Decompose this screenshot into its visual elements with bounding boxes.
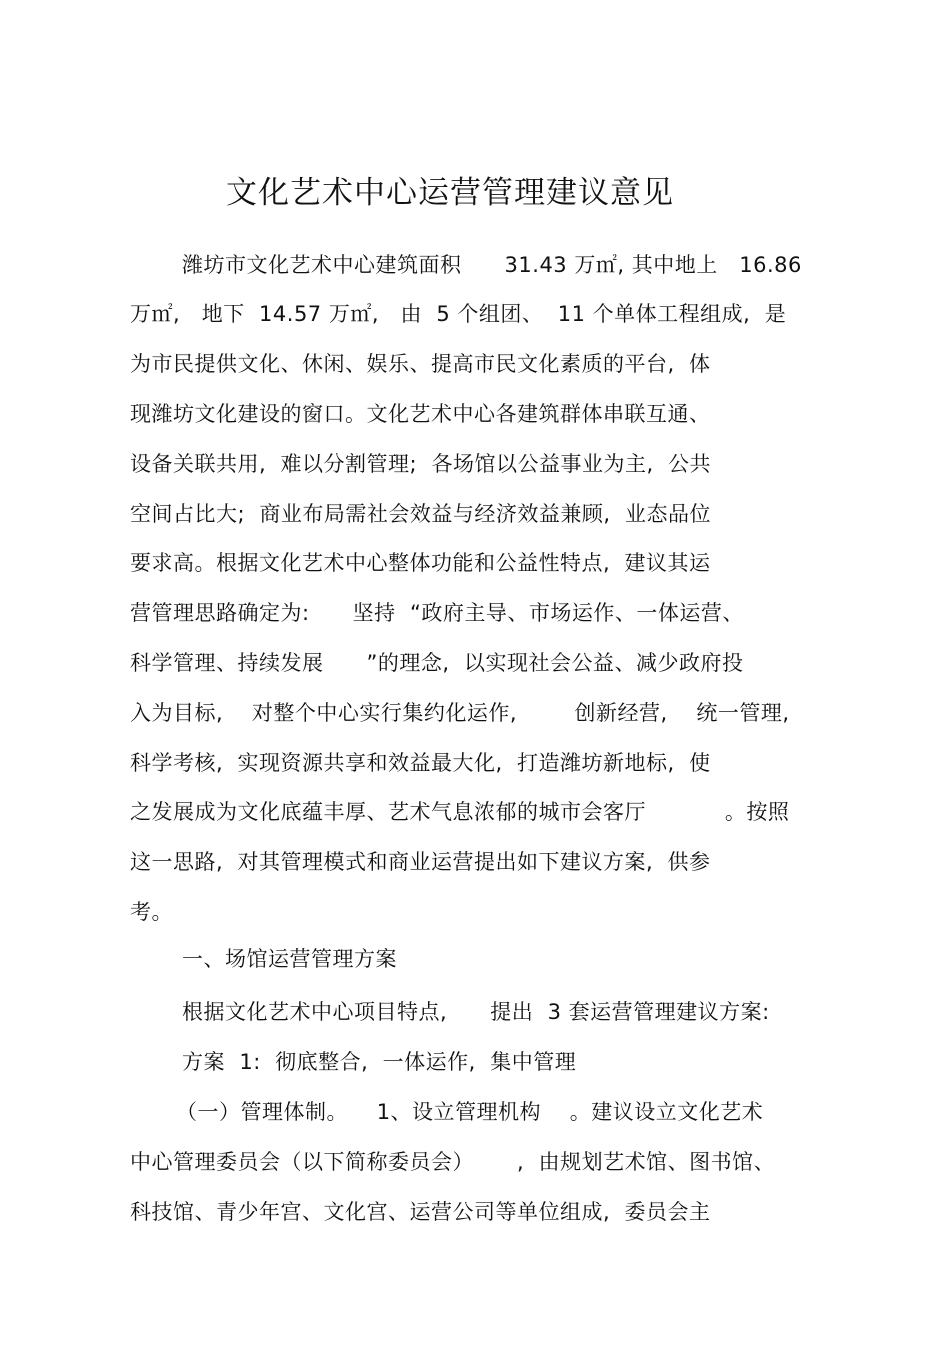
body-line: 设备关联共用, 难以分割管理; 各场馆以公益事业为主, 公共 [130, 452, 711, 476]
body-line: 这一思路, 对其管理模式和商业运营提出如下建议方案, 供参 [130, 850, 711, 874]
body-line: 万㎡, 地下 14.57 万㎡, 由 5 个组团、 11 个单体工程组成, 是 [130, 302, 787, 326]
body-line: 为市民提供文化、休闲、娱乐、提高市民文化素质的平台, 体 [130, 352, 711, 376]
subheading: 方案 1: 彻底整合, 一体运作, 集中管理 [182, 1050, 577, 1074]
body-line: 科学考核, 实现资源共享和效益最大化, 打造潍坊新地标, 使 [130, 751, 711, 775]
body-line: 科学管理、持续发展 ”的理念, 以实现社会公益、减少政府投 [130, 651, 744, 675]
body-line: 潍坊市文化艺术中心建筑面积 31.43 万㎡, 其中地上 16.86 [182, 253, 802, 277]
body-line: 营管理思路确定为: 坚持 “政府主导、市场运作、一体运营、 [130, 601, 744, 625]
body-line: 要求高。根据文化艺术中心整体功能和公益性特点, 建议其运 [130, 551, 711, 575]
body-line: 根据文化艺术中心项目特点, 提出 3 套运营管理建议方案: [182, 1000, 770, 1024]
document-title: 文化艺术中心运营管理建议意见 [226, 175, 674, 211]
body-line: 现潍坊文化建设的窗口。文化艺术中心各建筑群体串联互通、 [130, 402, 711, 426]
body-line: 考。 [130, 900, 173, 924]
body-line: 入为目标, 对整个中心实行集约化运作, 创新经营, 统一管理, [130, 701, 790, 725]
body-line: 之发展成为文化底蕴丰厚、艺术气息浓郁的城市会客厅 。按照 [130, 800, 790, 824]
body-line: 空间占比大; 商业布局需社会效益与经济效益兼顾, 业态品位 [130, 502, 711, 526]
body-line: 中心管理委员会（以下简称委员会） , 由规划艺术馆、图书馆、 [130, 1150, 776, 1174]
body-line: （一）管理体制。 1、设立管理机构 。建议设立文化艺术 [176, 1100, 764, 1124]
body-line: 科技馆、青少年宫、文化宫、运营公司等单位组成, 委员会主 [130, 1200, 711, 1224]
section-heading: 一、场馆运营管理方案 [182, 947, 397, 971]
